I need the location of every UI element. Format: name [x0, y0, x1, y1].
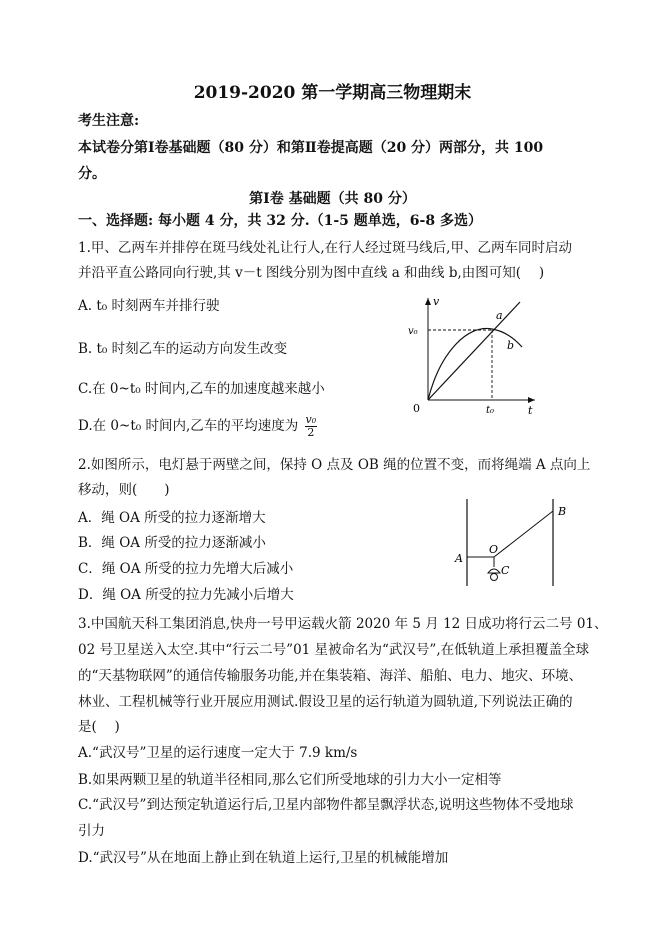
q1-stem-line-2: 并沿平直公路同向行驶,其 v－t 图线分别为图中直线 a 和曲线 b,由图可知( ): [78, 265, 545, 281]
v-axis-arrow: [425, 298, 431, 305]
notice-line-1: 本试卷分第Ⅰ卷基础题（80 分）和第Ⅱ卷提高题（20 分）两部分，共 100: [78, 140, 544, 156]
section1-title: 一、选择题: 每小题 4 分，共 32 分.（1-5 题单选，6-8 多选）: [78, 213, 482, 229]
v0-label: v₀: [408, 326, 418, 337]
fraction-numerator: v₀: [305, 413, 317, 426]
v-axis-label: v: [433, 295, 440, 308]
q3-stem-line-4: 林业、工程机械等行业开展应用测试.假设卫星的运行轨道为圆轨道,下列说法正确的: [78, 694, 573, 710]
q2-option-c: C．绳 OA 所受的拉力先增大后减小: [78, 561, 294, 577]
notice-heading: 考生注意:: [78, 113, 140, 129]
lamp-bulb-icon: [491, 574, 498, 581]
q1-option-d: [78, 414, 317, 439]
q2-stem-line-2: 移动，则( ): [78, 482, 170, 498]
q3-stem-line-5: 是( ): [78, 719, 120, 735]
q3-option-c-line-2: 引力: [78, 823, 105, 839]
q1-vt-graph: [400, 290, 550, 420]
q2-option-d: D．绳 OA 所受的拉力先减小后增大: [78, 587, 294, 603]
part1-title: 第Ⅰ卷 基础题（共 80 分）: [249, 191, 416, 207]
page-title: 2019-2020 第一学期高三物理期末: [193, 83, 472, 103]
t-axis-label: t: [528, 404, 533, 417]
q2-lamp-figure: [450, 494, 580, 594]
q1-option-d-fraction: [305, 414, 318, 439]
t-axis-arrow: [528, 397, 535, 403]
q1-option-a: A. t₀ 时刻两车并排行驶: [78, 298, 220, 314]
origin-label: 0: [413, 402, 420, 415]
t0-label: t₀: [486, 405, 495, 416]
point-b-label: B: [558, 505, 567, 518]
lamp-shade: [488, 569, 500, 573]
q3-option-b: B.如果两颗卫星的轨道半径相同,那么它们所受地球的引力大小一定相等: [78, 772, 502, 788]
q1-option-c: C.在 0~t₀ 时间内,乙车的加速度越来越小: [78, 381, 325, 397]
q3-option-c-line-1: C.“武汉号”到达预定轨道运行后,卫星内部物件都呈飘浮状态,说明这些物体不受地球: [78, 797, 574, 813]
q2-option-b: B．绳 OA 所受的拉力逐渐减小: [78, 535, 266, 551]
q1-option-b: B. t₀ 时刻乙车的运动方向发生改变: [78, 341, 288, 357]
point-a-label: A: [455, 552, 463, 565]
fraction-denominator: 2: [307, 426, 315, 439]
point-o-label: O: [489, 543, 499, 556]
q1-option-d-text: D.在 0~t₀ 时间内,乙车的平均速度为: [78, 418, 299, 434]
q1-stem-line-1: 1.甲、乙两车并排停在斑马线处礼让行人,在行人经过斑马线后,甲、乙两车同时启动: [78, 240, 572, 256]
rope-ob: [494, 511, 553, 557]
point-c-label: C: [501, 564, 510, 577]
notice-line-2: 分。: [78, 166, 106, 182]
curve-b-label: b: [507, 339, 515, 352]
q3-option-a: A.“武汉号”卫星的运行速度一定大于 7.9 km/s: [78, 745, 358, 761]
q3-stem-line-2: 02 号卫星送入太空.其中“行云二号”01 星被命名为“武汉号”,在低轨道上承担覆盖全球: [78, 642, 590, 658]
q3-stem-line-1: 3.中国航天科工集团消息,快舟一号甲运载火箭 2020 年 5 月 12 日成功将行云二号 01、: [78, 616, 608, 632]
q3-option-d: D.“武汉号”从在地面上静止到在轨道上运行,卫星的机械能增加: [78, 850, 449, 866]
line-a-label: a: [496, 309, 503, 322]
q2-option-a: A．绳 OA 所受的拉力逐渐增大: [78, 510, 266, 526]
q2-stem-line-1: 2.如图所示，电灯悬于两壁之间，保持 O 点及 OB 绳的位置不变，而将绳端 A 点向上: [78, 457, 591, 473]
q3-stem-line-3: 的“天基物联网”的通信传输服务功能,并在集装箱、海洋、船舶、电力、地灾、环境、: [78, 668, 583, 684]
